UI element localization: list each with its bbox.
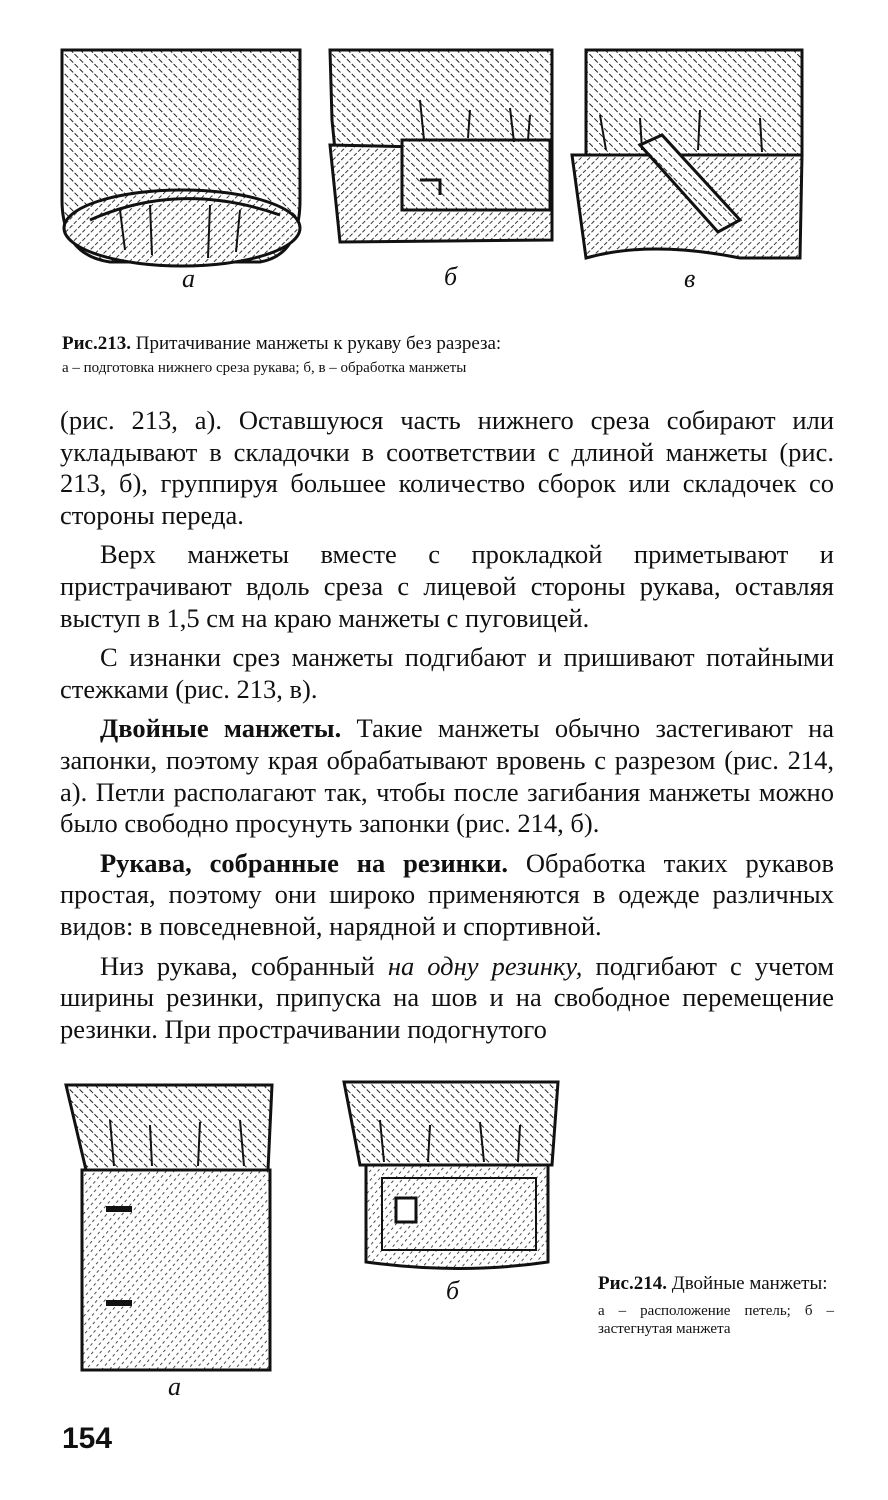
figure-213-caption-title: Рис.213. Притачивание манжеты к рукаву без разреза:	[62, 333, 502, 354]
sleeve-v-drawing	[572, 50, 802, 258]
figure-213-label-a: а	[182, 264, 195, 293]
figure-213-label-v: в	[684, 264, 696, 293]
figure-214-illustrations	[0, 1070, 888, 1410]
heading-elastic-sleeves: Рукава, собранные на резинки.	[100, 847, 509, 878]
sleeve-a-drawing	[62, 50, 300, 266]
sleeve-b-drawing	[330, 50, 552, 242]
paragraph-6: Низ рукава, собранный на одну резинку, подгибают с учетом ширины резинки, припуска на шов и на свободное перемещение резинки. При прострачивании подогнутого	[60, 950, 834, 1044]
paragraph-4: Двойные манжеты. Такие манжеты обычно застегивают на запонки, поэтому края обрабатывают вровень с разрезом (рис. 214, а). Петли располагают так, чтобы после загибания манжеты можно было свободно просунуть запонки (рис. 214, б).	[60, 713, 835, 839]
figure-214-caption-title: Рис.214. Двойные манжеты:	[598, 1273, 828, 1294]
body-text	[60, 405, 834, 1045]
figure-213-label-b: б	[444, 262, 458, 291]
heading-double-cuffs: Двойные манжеты.	[100, 713, 342, 744]
figure-214-caption	[598, 1272, 834, 1338]
cuff-b-drawing	[344, 1082, 558, 1269]
figure-214-label-b: б	[446, 1276, 460, 1305]
paragraph-1: (рис. 213, а). Оставшуюся часть нижнего среза собирают или укладывают в складочки в соответствии с длиной манжеты (рис. 213, б), группируя большее количество сборок или складочек со стороны переда.	[60, 405, 834, 530]
figure-214-label-a: а	[168, 1372, 181, 1401]
cuff-a-drawing	[66, 1085, 272, 1370]
figure-214-caption-sub: а – расположение петель; б – застегнутая манжета	[598, 1303, 834, 1337]
figure-213-caption-sub: а – подготовка нижнего среза рукава; б, в – обработка манжеты	[62, 360, 467, 376]
figure-213-caption	[62, 331, 842, 379]
paragraph-5: Рукава, собранные на резинки. Обработка таких рукавов простая, поэтому они широко применяются в одежде различных видов: в повседневной, нарядной и спортивной.	[60, 847, 834, 941]
page-number: 154	[62, 1422, 113, 1455]
paragraph-3: С изнанки срез манжеты подгибают и пришивают потайными стежками (рис. 213, в).	[60, 642, 834, 704]
paragraph-2: Верх манжеты вместе с прокладкой приметывают и пристрачивают вдоль среза с лицевой стороны рукава, оставляя выступ в 1,5 см на краю манжеты с пуговицей.	[60, 539, 834, 633]
